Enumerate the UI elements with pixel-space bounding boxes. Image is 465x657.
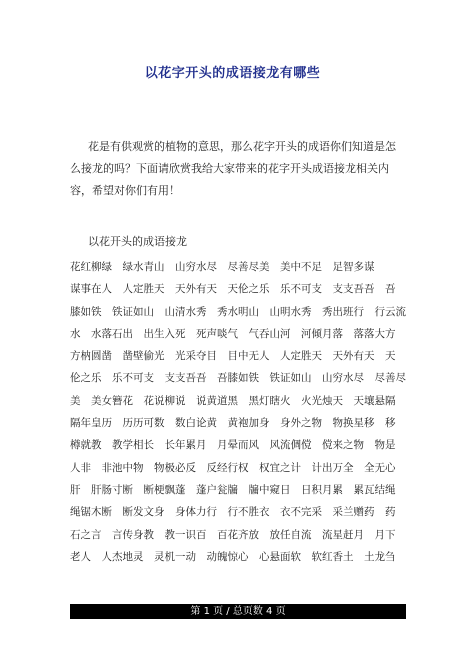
- idiom-chain-text: [70, 256, 406, 568]
- idiom-line: 水 水落石出 出生入死 死声啖气 气吞山河 河倾月落 落落大方: [70, 327, 396, 340]
- idiom-line: 花红柳绿 绿水青山 山穷水尽 尽善尽美 美中不足 足智多谋: [70, 261, 375, 273]
- intro-paragraph: 花是有供观赏的植物的意思，那么花字开头的成语你们知道是怎么接龙的吗？下面请欣赏我给大家带来的花字开头成语接龙相关内容，希望对你们有用！: [70, 140, 396, 197]
- idiom-line: 谋事在人 人定胜天 天外有天 天伦之乐 乐不可支 支支吾吾 吾: [70, 283, 396, 296]
- idiom-line: 樽就教 教学相长 长年累月 月晕而风 风流倜傥 傥来之物 物是: [70, 439, 396, 452]
- idiom-line: 石之言 言传身教 教一识百 百花齐放 放任自流 流星赶月 月下: [70, 528, 396, 541]
- idiom-line: 膝如铁 铁证如山 山清水秀 秀水明山 山明水秀 秀出班行 行云流: [70, 305, 406, 318]
- idiom-line: 人非 非池中物 物极必反 反经行权 权宜之计 计出万全 全无心: [70, 461, 396, 474]
- idiom-line: 老人 人杰地灵 灵机一动 动魄惊心 心悬面软 软红香土 土龙刍: [70, 550, 396, 563]
- document-title: 以花字开头的成语接龙有哪些: [144, 66, 321, 81]
- section-heading: 以花开头的成语接龙: [88, 235, 187, 248]
- page-indicator: 第 1 页 / 总页数 4 页: [190, 606, 286, 617]
- idiom-line: 绳锯木断 断发文身 身体力行 行不胜衣 衣不完采 采兰赠药 药: [70, 506, 396, 519]
- idiom-line: 伦之乐 乐不可支 支支吾吾 吾膝如铁 铁证如山 山穷水尽 尽善尽: [70, 372, 406, 385]
- page-footer: [70, 604, 406, 619]
- idiom-line: 美 美女簪花 花说柳说 说黄道黑 黑灯瞎火 火光烛天 天壤悬隔: [70, 394, 396, 407]
- idiom-line: 肝 肝肠寸断 断梗飘蓬 蓬户瓮牖 牖中窥日 日积月累 累瓦结绳: [70, 483, 396, 496]
- idiom-line: 方枘圆凿 凿壁偷光 光采夺目 目中无人 人定胜天 天外有天 天: [70, 350, 396, 363]
- idiom-line: 隔年皇历 历历可数 数白论黄 黄袍加身 身外之物 物换星移 移: [70, 417, 396, 430]
